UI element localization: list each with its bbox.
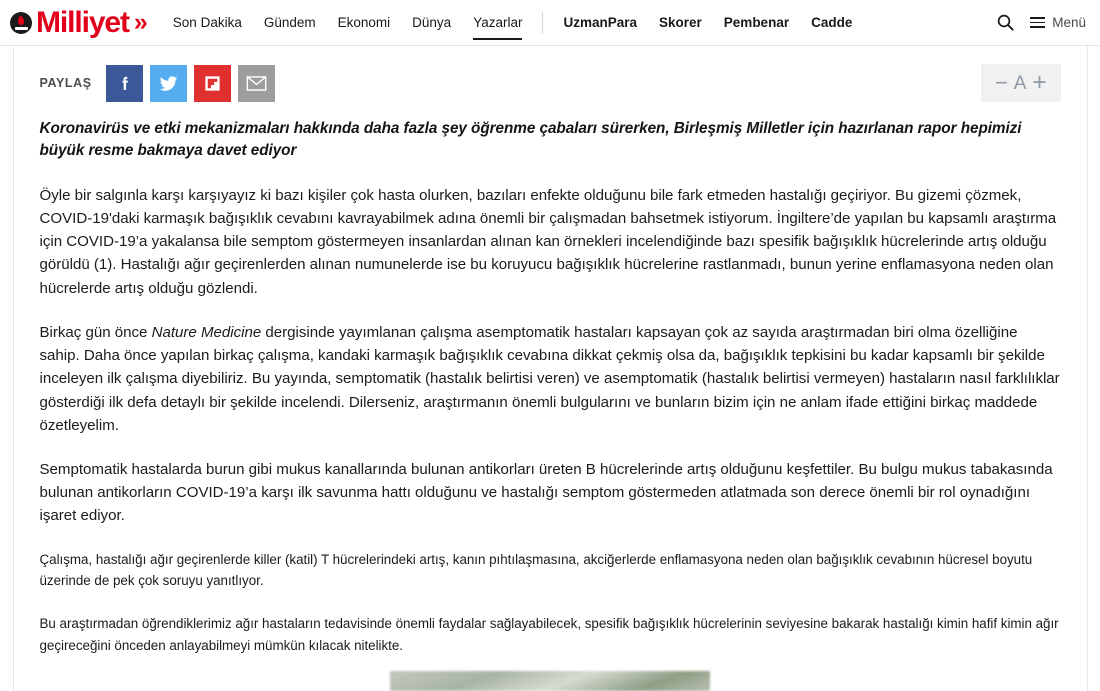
share-label: PAYLAŞ [39,76,92,90]
nav-divider [542,12,543,34]
page-container [0,46,1100,691]
search-button[interactable] [997,14,1014,31]
site-header [0,0,1100,46]
hamburger-icon [1030,17,1045,28]
nav-item-skorer[interactable]: Skorer [659,14,702,30]
article-paragraph: Bu araştırmadan öğrendiklerimiz ağır hastaların tedavisinde önemli faydalar sağlayabilecek, spesifik bağışıklık hücrelerinin seviyesine bakarak hastalığı kimin hafif kimin ağır geçireceğini önceden anlayabilmeyi mümkün kılacak nitelikte. [39,616,1059,653]
menu-button[interactable] [1030,15,1086,30]
site-logo[interactable] [10,5,144,39]
font-increase-button[interactable]: + [1032,69,1047,96]
nav-item-dunya[interactable]: Dünya [412,14,452,30]
font-size-label: A [1013,72,1027,94]
brand-name: Milliyet [36,5,129,39]
nav-item-pembenar[interactable]: Pembenar [723,14,790,30]
article-container [13,46,1088,691]
share-facebook-button[interactable] [106,65,143,102]
nav-item-yazarlar[interactable]: Yazarlar [462,0,533,46]
font-size-controls [981,64,1061,102]
main-navigation [162,0,997,46]
double-chevron-right-icon: » [133,8,144,36]
article-paragraph: Çalışma, hastalığı ağır geçirenlerde killer (katil) T hücrelerindeki artış, kanın pıhtılaşmasına, akciğerlerde enflamasyona neden olan bağışıklık cevabının hücresel boyutu üzerinde de pek çok soruyu yanıtlıyor. [39,551,1033,589]
journal-name: Nature Medicine [151,323,262,341]
share-toolbar [40,46,1061,112]
facebook-icon [115,74,134,93]
article-paragraph: Öyle bir salgınla karşı karşıyayız ki bazı kişiler çok hasta olurken, bazıları enfekte olduğunu bile fark etmeden hastalığı geçiriyor. Bu gizemi çözmek, COVID-19'daki karmaşık bağışıklık cevabını kavrayabilmek adına önemli bir çalışmadan bahsetmek istiyorum. İngiltere’de yapılan bu kapsamlı araştırma için COVID-19’a yakalansa bile semptom göstermeyen insanlardan alınan kan örnekleri incelendiğinde bazı spesifik bağışıklık hücrelerinde artış olduğu görüldü (1). Hastalığı ağır geçirenlerden alınan numunelerde ise bu koruyucu bağışıklık hücrelerine rastlanmadı, bunun yerine enflamasyona neden olan hücrelerde artış olduğu gözlendi. [39,186,1057,297]
article-image-preview [390,671,710,691]
font-decrease-button[interactable]: − [994,70,1008,95]
search-icon [997,14,1014,31]
nav-item-uzmanpara[interactable]: UzmanPara [563,14,638,30]
twitter-icon [158,73,179,94]
share-flipboard-button[interactable] [194,65,231,102]
nav-item-gundem[interactable]: Gündem [263,14,316,30]
share-email-button[interactable] [238,65,275,102]
nav-item-ekonomi[interactable]: Ekonomi [337,14,391,30]
milliyet-flame-logo-icon [10,12,32,34]
flipboard-icon [203,74,222,93]
share-buttons [106,65,275,102]
article-lead: Koronavirüs ve etki mekanizmaları hakkında daha fazla şey öğrenme çabaları sürerken, Birleşmiş Milletler için hazırlanan rapor hepimizi büyük resme bakmaya davet ediyor [39,120,1022,160]
nav-item-son-dakika[interactable]: Son Dakika [172,14,242,30]
menu-label: Menü [1052,15,1086,30]
article-paragraph: Semptomatik hastalarda burun gibi mukus kanallarında bulunan antikorları üreten B hücrelerinde artış olduğunu keşfettiler. Bu bulgu mukus tabakasında bulunan antikorların COVID-19’a karşı ilk savunma hattı olduğunu ve hastalığı semptom göstermeden atlatmada son derece önemli bir rol oynadığını işaret ediyor. [39,461,1053,525]
nav-item-cadde[interactable]: Cadde [811,14,853,30]
paragraph-text-before: Birkaç gün önce [39,323,152,341]
header-actions [997,14,1086,31]
share-twitter-button[interactable] [150,65,187,102]
envelope-icon [246,75,267,92]
article-image [40,671,1061,691]
paragraph-text-after: dergisinde yayımlanan çalışma asemptomatik hastaları kapsayan çok az sayıda araştırmadan biri olma özelliğine sahip. Daha önce yapılan birkaç çalışma, kandaki karmaşık bağışıklık cevabına dikkat çekmiş olsa da, bağışıklık tepkisini bu kadar kapsamlı bir şekilde inceleyen ilk çalışma diyebiliriz. Bu yayında, semptomatik (hastalık belirtisi veren) ve asemptomatik (hastalık belirtisi vermeyen) hastaların nasıl farklılıklar gösterdiği ilk defa detaylı bir şekilde incelendi. Dilerseniz, araştırmanın önemli bulgularını ve bunların bizim için ne anlam ifade ettiğini birkaç maddede özetleyelim. [39,323,1060,434]
article-paragraph [40,321,1061,437]
